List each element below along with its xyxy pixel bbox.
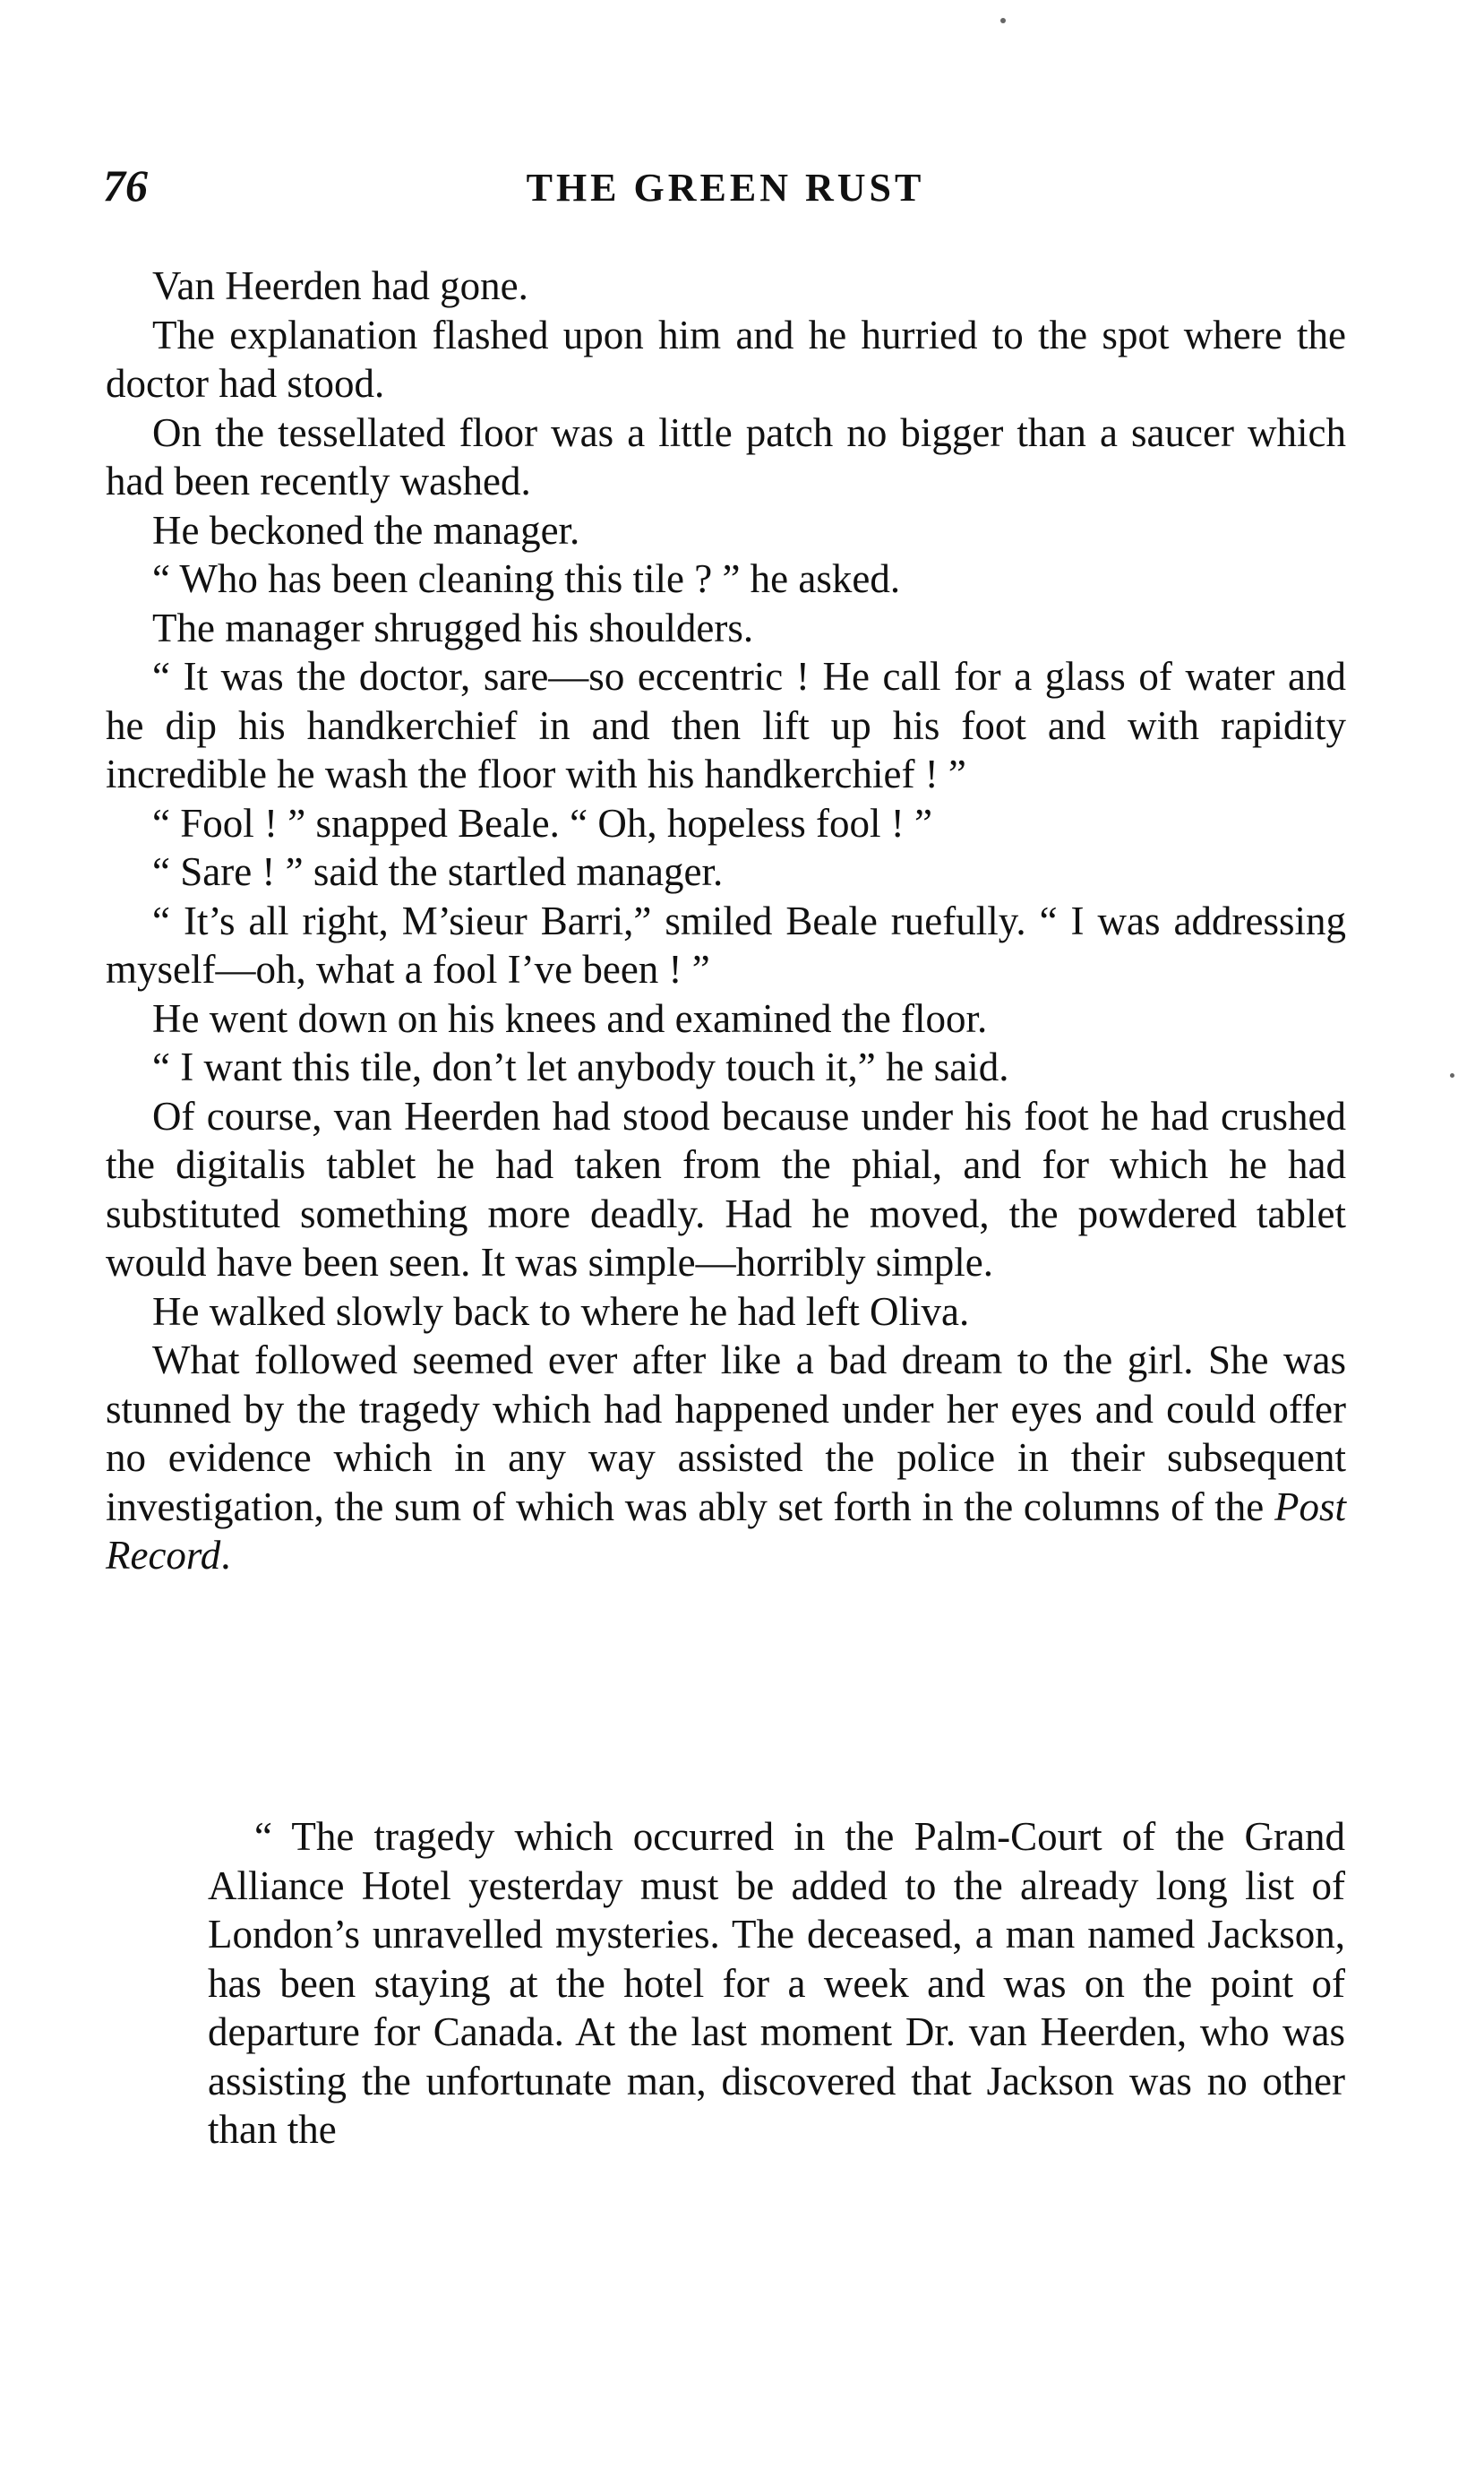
paragraph: On the tessellated floor was a little patch no bigger than a saucer which had been recently washed. — [106, 409, 1346, 503]
paragraph: The explanation flashed upon him and he hurried to the spot where the doctor had stood. — [106, 312, 1346, 406]
paragraph: Van Heerden had gone. — [152, 263, 528, 308]
paragraph: He walked slowly back to where he had left Oliva. — [152, 1288, 970, 1334]
paragraph: “ It’s all right, M’sieur Barri,” smiled Beale ruefully. “ I was addressing myself—oh, what a fool I’ve been ! ” — [106, 898, 1346, 992]
print-speck — [1000, 18, 1006, 23]
paragraph: The manager shrugged his shoulders. — [152, 605, 754, 650]
running-title: THE GREEN RUST — [526, 166, 925, 210]
quote-paragraph: “ The tragedy which occurred in the Palm-Court of the Grand Alliance Hotel yesterday must be added to the already long list of London’s unravelled mysteries. The deceased, a man named Jackson, has been staying at the hotel for a week and was on the point of departure for Canada. At the last moment Dr. van Heerden, who was assisting the unfortunate man, discovered that Jackson was no other than the — [208, 1814, 1345, 2152]
paragraph: He beckoned the manager. — [152, 507, 580, 553]
chapter-text — [106, 262, 1346, 1580]
page-number: 76 — [103, 160, 148, 211]
page-header — [103, 159, 1348, 222]
paragraph: Of course, van Heerden had stood because under his foot he had crushed the digitalis tablet he had taken from the phial, and for which he had substituted something more deadly. Had he moved, the powdered tablet would have been seen. It was simple—horribly simple. — [106, 1093, 1346, 1285]
print-speck — [1450, 1073, 1454, 1078]
paragraph: “ Sare ! ” said the startled manager. — [152, 849, 724, 894]
paragraph: “ Who has been cleaning this tile ? ” he asked. — [152, 556, 901, 601]
paragraph: “ It was the doctor, sare—so eccentric ! He call for a glass of water and he dip his handkerchief in and then lift up his foot and with rapidity incredible he wash the floor with his handkerchief ! ” — [106, 654, 1346, 796]
newspaper-quote — [208, 1812, 1345, 2155]
paragraph — [106, 1336, 1346, 1580]
paragraph-end: . — [220, 1533, 231, 1578]
paragraph-text: What followed seemed ever after like a bad dream to the girl. She was stunned by the tragedy which had happened under her eyes and could offer no evidence which in any way assisted the police in their subsequent investigation, the sum of which was ably set forth in the columns of the — [106, 1338, 1346, 1529]
paragraph: He went down on his knees and examined the floor. — [152, 995, 988, 1041]
paragraph: “ I want this tile, don’t let anybody touch it,” he said. — [152, 1045, 1009, 1089]
newspaper-title: Post Record — [106, 1484, 1346, 1578]
paragraph: “ Fool ! ” snapped Beale. “ Oh, hopeless fool ! ” — [152, 800, 932, 846]
